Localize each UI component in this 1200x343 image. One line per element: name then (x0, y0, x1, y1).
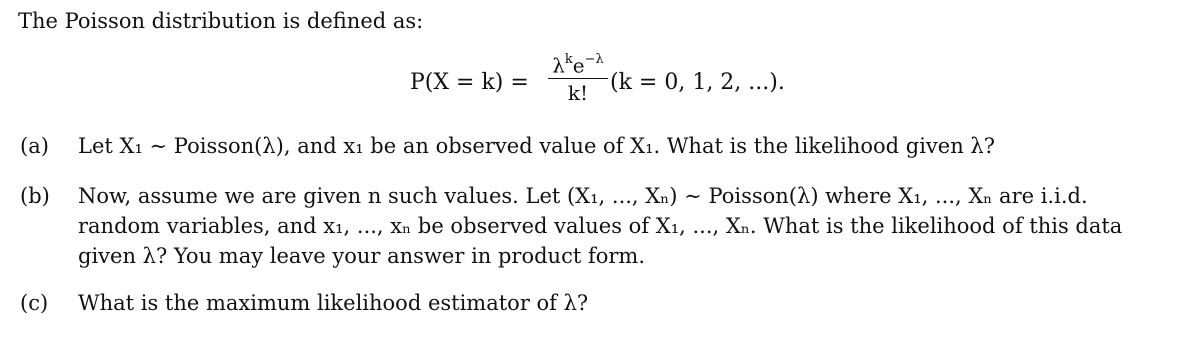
intro-text: The Poisson distribution is defined as: (18, 9, 424, 33)
fraction-bar (548, 78, 608, 79)
question-c (20, 290, 588, 316)
equation-rhs: (k = 0, 1, 2, ...). (610, 70, 785, 95)
question-b-line-2: random variables, and x₁, ..., xₙ be observed values of X₁, ..., Xₙ. What is the likelihood of this data (78, 214, 1123, 238)
equation-fraction (548, 50, 608, 105)
question-a-label: (a) (20, 134, 49, 158)
equation-lhs: P(X = k) = (410, 70, 529, 95)
question-a (20, 133, 995, 159)
question-c-text: What is the maximum likelihood estimator of λ? (78, 291, 589, 315)
question-a-text: Let X₁ ∼ Poisson(λ), and x₁ be an observed value of X₁. What is the likelihood given λ? (78, 134, 995, 158)
question-b-text-1: Now, assume we are given n such values. Let (X₁, ..., Xₙ) ∼ Poisson(λ) where X₁, ..., Xₙ are i.i.d. (78, 184, 1088, 208)
question-b-line-1 (20, 183, 1170, 209)
fraction-denominator: k! (567, 81, 589, 106)
question-b-line-3: given λ? You may leave your answer in product form. (78, 244, 645, 268)
question-b-label: (b) (20, 184, 50, 208)
fraction-numerator: $\lambda^ke^{-\lambda}$ (552, 52, 604, 78)
question-c-label: (c) (20, 291, 49, 315)
